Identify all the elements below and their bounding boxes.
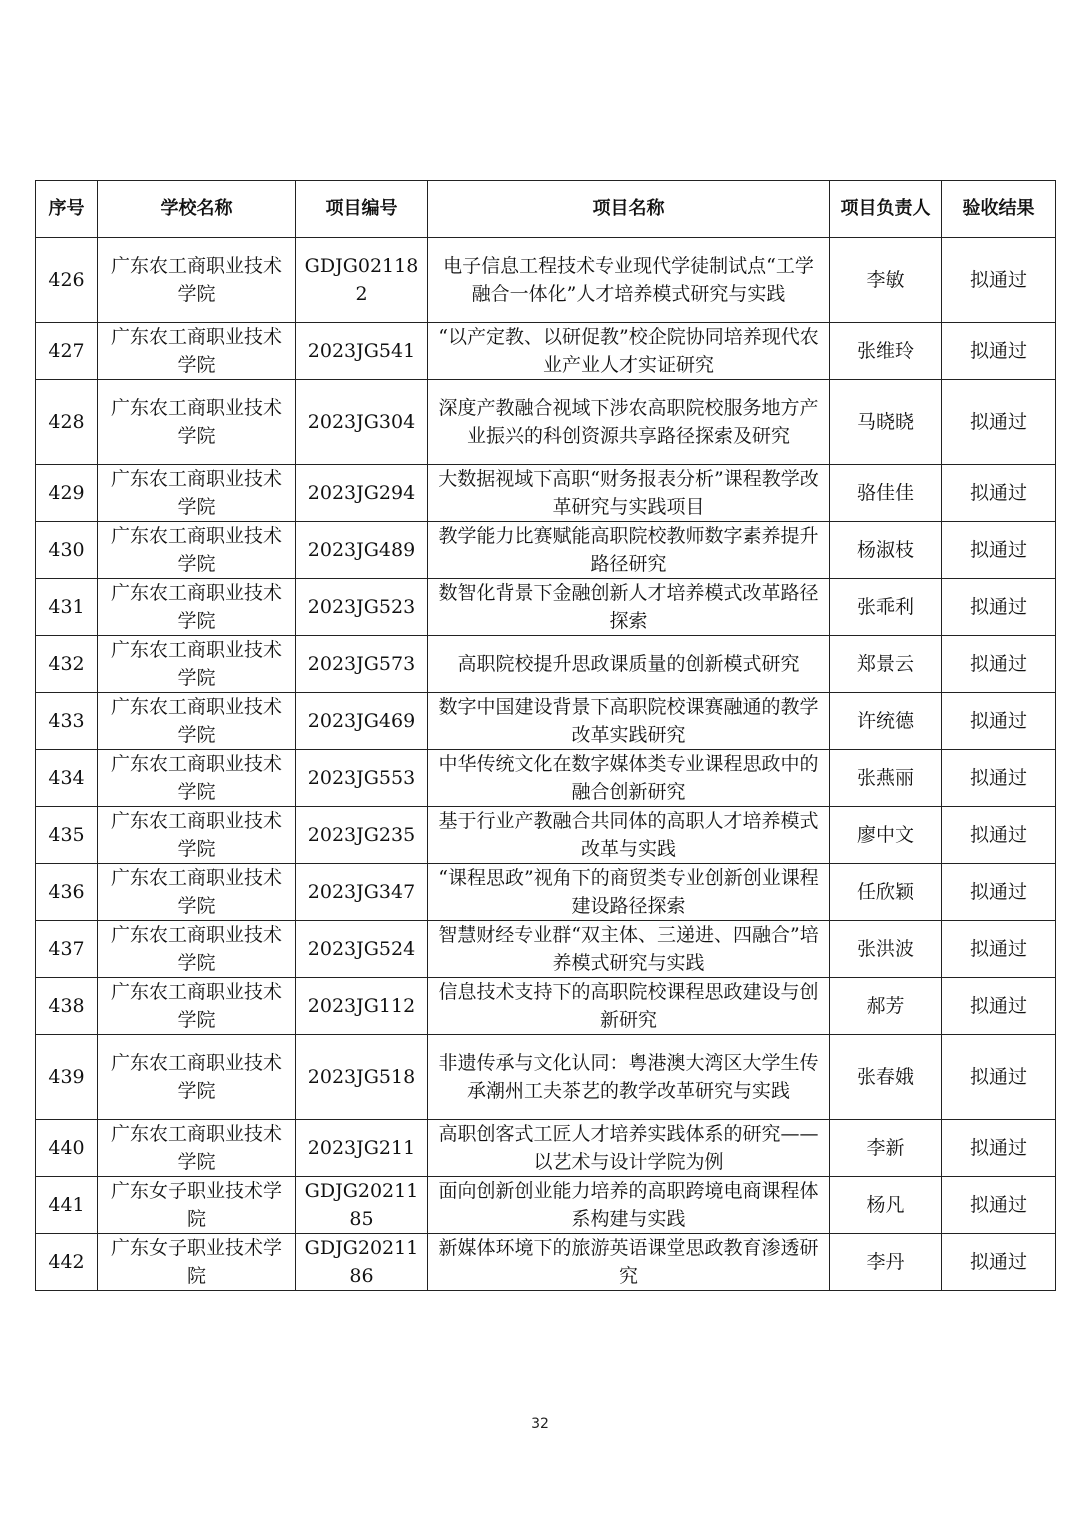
cell-school: 广东农工商职业技术学院: [98, 636, 296, 693]
table-row: [36, 465, 1056, 522]
cell-project-name: 数智化背景下金融创新人才培养模式改革路径探索: [428, 579, 830, 636]
cell-owner: 张燕丽: [830, 750, 942, 807]
cell-seq: 428: [36, 380, 98, 465]
cell-result: 拟通过: [942, 323, 1056, 380]
cell-school: 广东农工商职业技术学院: [98, 921, 296, 978]
cell-code: 2023JG523: [296, 579, 428, 636]
table-row: [36, 579, 1056, 636]
cell-owner: 李丹: [830, 1234, 942, 1291]
cell-code: 2023JG304: [296, 380, 428, 465]
cell-code: 2023JG112: [296, 978, 428, 1035]
cell-result: 拟通过: [942, 978, 1056, 1035]
cell-school: 广东农工商职业技术学院: [98, 238, 296, 323]
cell-school: 广东农工商职业技术学院: [98, 522, 296, 579]
cell-seq: 435: [36, 807, 98, 864]
cell-result: 拟通过: [942, 579, 1056, 636]
cell-code: GDJG2021185: [296, 1177, 428, 1234]
cell-code: 2023JG294: [296, 465, 428, 522]
cell-code: 2023JG573: [296, 636, 428, 693]
cell-result: 拟通过: [942, 921, 1056, 978]
cell-code: 2023JG541: [296, 323, 428, 380]
cell-project-name: 非遗传承与文化认同：粤港澳大湾区大学生传承潮州工夫茶艺的教学改革研究与实践: [428, 1035, 830, 1120]
cell-result: 拟通过: [942, 864, 1056, 921]
cell-code: 2023JG524: [296, 921, 428, 978]
cell-seq: 426: [36, 238, 98, 323]
table-row: [36, 864, 1056, 921]
cell-code: 2023JG553: [296, 750, 428, 807]
cell-owner: 廖中文: [830, 807, 942, 864]
cell-project-name: 面向创新创业能力培养的高职跨境电商课程体系构建与实践: [428, 1177, 830, 1234]
cell-owner: 许统德: [830, 693, 942, 750]
cell-school: 广东农工商职业技术学院: [98, 380, 296, 465]
cell-result: 拟通过: [942, 636, 1056, 693]
cell-code: 2023JG235: [296, 807, 428, 864]
cell-result: 拟通过: [942, 750, 1056, 807]
cell-owner: 任欣颖: [830, 864, 942, 921]
cell-school: 广东女子职业技术学院: [98, 1177, 296, 1234]
table-row: [36, 978, 1056, 1035]
cell-project-name: 高职创客式工匠人才培养实践体系的研究——以艺术与设计学院为例: [428, 1120, 830, 1177]
cell-seq: 442: [36, 1234, 98, 1291]
cell-project-name: 中华传统文化在数字媒体类专业课程思政中的融合创新研究: [428, 750, 830, 807]
cell-code: 2023JG347: [296, 864, 428, 921]
cell-result: 拟通过: [942, 807, 1056, 864]
cell-owner: 张春娥: [830, 1035, 942, 1120]
cell-school: 广东农工商职业技术学院: [98, 693, 296, 750]
table-row: [36, 921, 1056, 978]
table-row: [36, 1120, 1056, 1177]
cell-result: 拟通过: [942, 1120, 1056, 1177]
cell-result: 拟通过: [942, 693, 1056, 750]
cell-owner: 杨凡: [830, 1177, 942, 1234]
table-row: [36, 1177, 1056, 1234]
header-code: 项目编号: [296, 181, 428, 238]
cell-owner: 郝芳: [830, 978, 942, 1035]
project-acceptance-table: [35, 180, 1056, 1291]
cell-seq: 432: [36, 636, 98, 693]
header-owner: 项目负责人: [830, 181, 942, 238]
cell-school: 广东农工商职业技术学院: [98, 807, 296, 864]
table-row: [36, 1035, 1056, 1120]
cell-school: 广东农工商职业技术学院: [98, 1035, 296, 1120]
cell-owner: 张洪波: [830, 921, 942, 978]
cell-school: 广东农工商职业技术学院: [98, 750, 296, 807]
header-seq: 序号: [36, 181, 98, 238]
cell-project-name: 数字中国建设背景下高职院校课赛融通的教学改革实践研究: [428, 693, 830, 750]
cell-project-name: 基于行业产教融合共同体的高职人才培养模式改革与实践: [428, 807, 830, 864]
cell-school: 广东农工商职业技术学院: [98, 579, 296, 636]
cell-code: GDJG2021186: [296, 1234, 428, 1291]
cell-result: 拟通过: [942, 238, 1056, 323]
table-row: [36, 380, 1056, 465]
cell-school: 广东农工商职业技术学院: [98, 978, 296, 1035]
cell-result: 拟通过: [942, 380, 1056, 465]
cell-school: 广东农工商职业技术学院: [98, 465, 296, 522]
page-number: 32: [531, 1416, 549, 1432]
cell-project-name: 新媒体环境下的旅游英语课堂思政教育渗透研究: [428, 1234, 830, 1291]
cell-code: 2023JG211: [296, 1120, 428, 1177]
cell-owner: 马晓晓: [830, 380, 942, 465]
cell-code: GDJG021182: [296, 238, 428, 323]
cell-seq: 433: [36, 693, 98, 750]
table-row: [36, 238, 1056, 323]
cell-owner: 李新: [830, 1120, 942, 1177]
cell-project-name: “以产定教、以研促教”校企院协同培养现代农业产业人才实证研究: [428, 323, 830, 380]
cell-school: 广东农工商职业技术学院: [98, 1120, 296, 1177]
cell-school: 广东农工商职业技术学院: [98, 864, 296, 921]
cell-owner: 张维玲: [830, 323, 942, 380]
table-row: [36, 323, 1056, 380]
cell-seq: 436: [36, 864, 98, 921]
cell-seq: 430: [36, 522, 98, 579]
cell-seq: 438: [36, 978, 98, 1035]
header-school: 学校名称: [98, 181, 296, 238]
cell-result: 拟通过: [942, 1177, 1056, 1234]
table-row: [36, 1234, 1056, 1291]
cell-result: 拟通过: [942, 522, 1056, 579]
cell-project-name: “课程思政”视角下的商贸类专业创新创业课程建设路径探索: [428, 864, 830, 921]
cell-code: 2023JG518: [296, 1035, 428, 1120]
table-header-row: [36, 181, 1056, 238]
cell-seq: 429: [36, 465, 98, 522]
cell-result: 拟通过: [942, 1234, 1056, 1291]
cell-project-name: 教学能力比赛赋能高职院校教师数字素养提升路径研究: [428, 522, 830, 579]
cell-result: 拟通过: [942, 1035, 1056, 1120]
cell-seq: 434: [36, 750, 98, 807]
cell-owner: 郑景云: [830, 636, 942, 693]
cell-project-name: 大数据视域下高职“财务报表分析”课程教学改革研究与实践项目: [428, 465, 830, 522]
cell-seq: 431: [36, 579, 98, 636]
cell-seq: 441: [36, 1177, 98, 1234]
header-result: 验收结果: [942, 181, 1056, 238]
cell-owner: 张乖利: [830, 579, 942, 636]
cell-seq: 437: [36, 921, 98, 978]
header-name: 项目名称: [428, 181, 830, 238]
cell-seq: 439: [36, 1035, 98, 1120]
cell-school: 广东女子职业技术学院: [98, 1234, 296, 1291]
cell-result: 拟通过: [942, 465, 1056, 522]
cell-project-name: 高职院校提升思政课质量的创新模式研究: [428, 636, 830, 693]
cell-project-name: 信息技术支持下的高职院校课程思政建设与创新研究: [428, 978, 830, 1035]
table-row: [36, 807, 1056, 864]
cell-seq: 440: [36, 1120, 98, 1177]
table-row: [36, 636, 1056, 693]
cell-code: 2023JG469: [296, 693, 428, 750]
cell-owner: 骆佳佳: [830, 465, 942, 522]
cell-owner: 李敏: [830, 238, 942, 323]
table-row: [36, 522, 1056, 579]
cell-project-name: 电子信息工程技术专业现代学徒制试点“工学融合一体化”人才培养模式研究与实践: [428, 238, 830, 323]
cell-code: 2023JG489: [296, 522, 428, 579]
cell-school: 广东农工商职业技术学院: [98, 323, 296, 380]
cell-project-name: 智慧财经专业群“双主体、三递进、四融合”培养模式研究与实践: [428, 921, 830, 978]
cell-project-name: 深度产教融合视域下涉农高职院校服务地方产业振兴的科创资源共享路径探索及研究: [428, 380, 830, 465]
table-row: [36, 750, 1056, 807]
cell-seq: 427: [36, 323, 98, 380]
cell-owner: 杨淑枝: [830, 522, 942, 579]
table-row: [36, 693, 1056, 750]
